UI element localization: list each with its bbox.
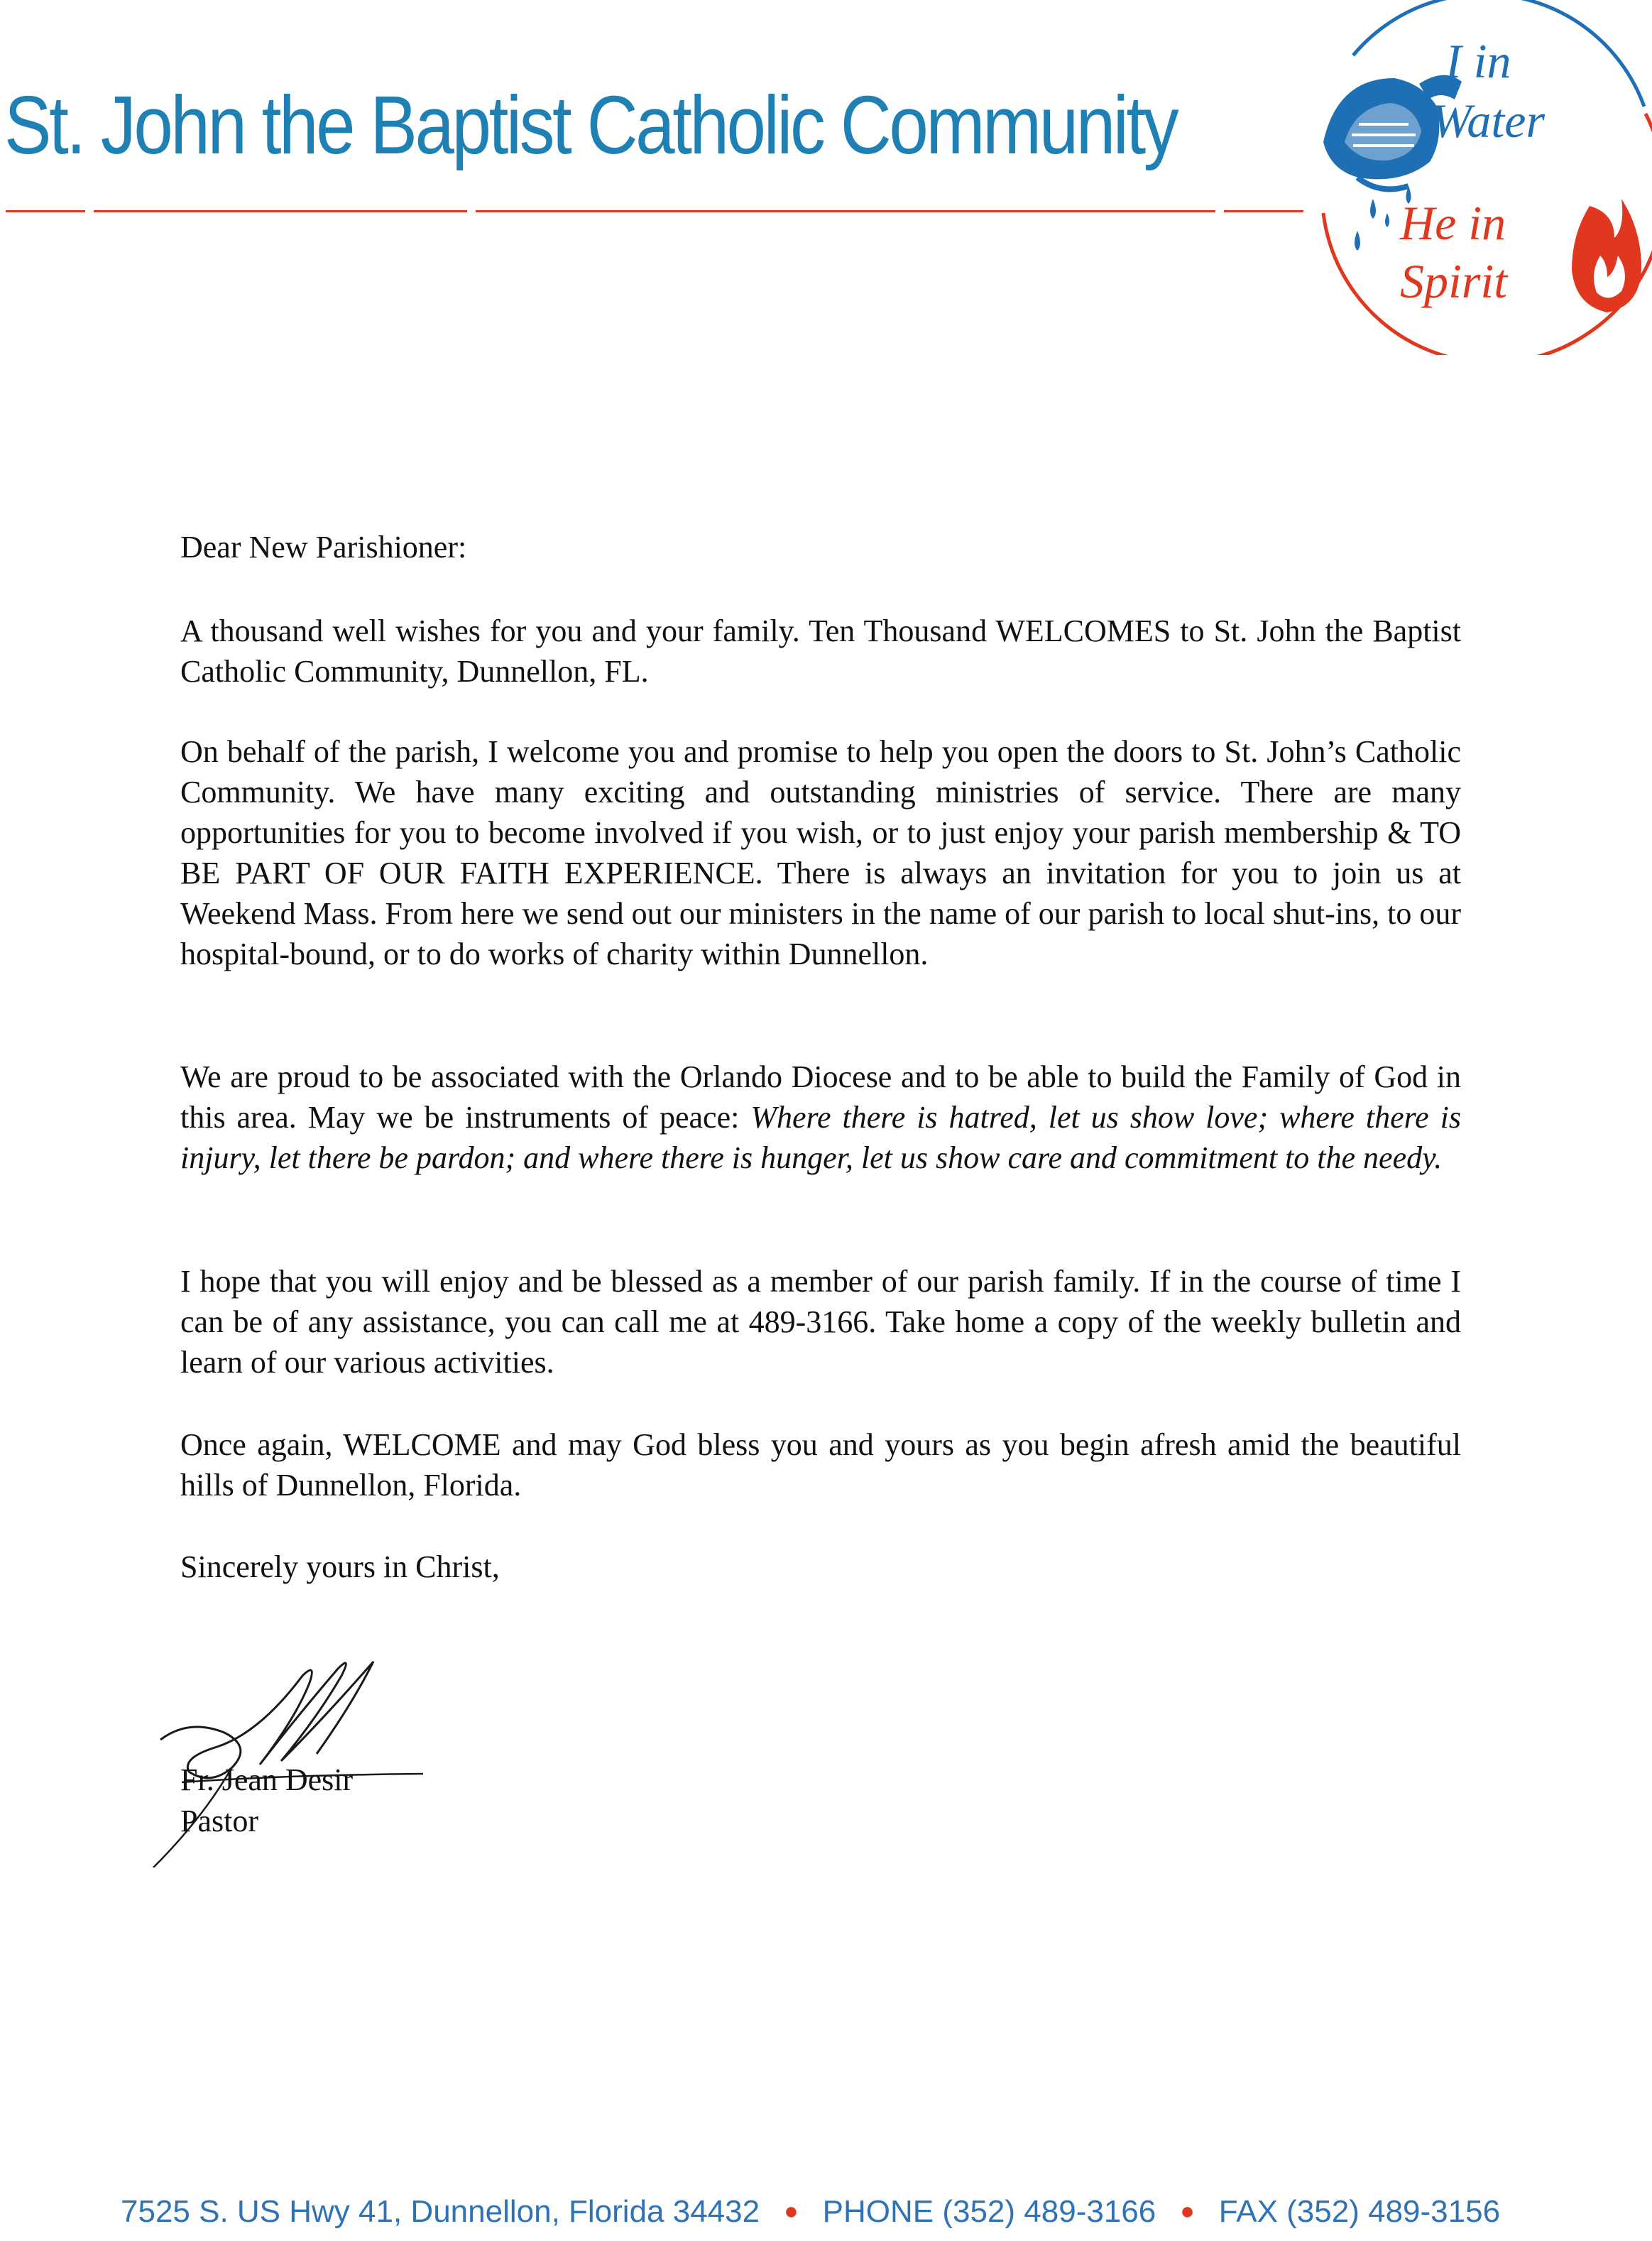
- seal-text-he-in: He in: [1400, 196, 1506, 250]
- parish-seal: [1302, 0, 1652, 355]
- paragraph-blessing: Once again, WELCOME and may God bless you and yours as you begin afresh amid the beautiful hills of Dunnellon, Florida.: [180, 1427, 1461, 1503]
- seal-text-i-in: I in: [1445, 34, 1511, 88]
- paragraph-diocese: [180, 1057, 1461, 1178]
- letterhead-rule: [6, 210, 1303, 212]
- footer-bullet-icon: ●: [1180, 2198, 1195, 2225]
- signer-title: Pastor: [180, 1804, 258, 1838]
- signer-name: Fr. Jean Desir: [180, 1762, 354, 1797]
- paragraph-ministries: On behalf of the parish, I welcome you and promise to help you open the doors to St. John’s Catholic Community. We have many exciting and outstanding ministries of service. There are many opportunities for you to become involved if you wish, or to just enjoy your parish membership & TO BE PART OF OUR FAITH EXPERIENCE. There is always an invitation for you to join us at Weekend Mass. From here we send out our ministers in the name of our parish to local shut-ins, to our hospital-bound, or to do works of charity within Dunnellon.: [180, 734, 1461, 971]
- letterhead-title: St. John the Baptist Catholic Community: [4, 79, 1177, 171]
- closing: Sincerely yours in Christ,: [180, 1549, 500, 1584]
- paragraph-assistance: I hope that you will enjoy and be blessed as a member of our parish family. If in the course of time I can be of any assistance, you can call me at 489-3166. Take home a copy of the weekly bulletin and learn of our various activities.: [180, 1264, 1461, 1380]
- salutation: Dear New Parishioner:: [180, 530, 467, 565]
- seal-text-water: Water: [1431, 94, 1545, 148]
- footer: [121, 2194, 1619, 2230]
- paragraph-welcome: A thousand well wishes for you and your family. Ten Thousand WELCOMES to St. John the Baptist Catholic Community, Dunnellon, FL.: [180, 614, 1461, 689]
- footer-fax: FAX (352) 489-3156: [1218, 2194, 1501, 2229]
- footer-phone: PHONE (352) 489-3166: [822, 2194, 1156, 2229]
- footer-bullet-icon: ●: [784, 2198, 799, 2225]
- paragraph-diocese-text: We are proud to be associated with the Orlando Diocese and to be able to build the Family of God in this area. May we be instruments of peace:: [180, 1059, 1461, 1135]
- seal-text-spirit: Spirit: [1400, 254, 1508, 308]
- footer-address: 7525 S. US Hwy 41, Dunnellon, Florida 34432: [121, 2194, 760, 2229]
- paragraph-diocese-prayer: Where there is hatred, let us show love; where there is injury, let there be pardon; and where there is hunger, let us show care and commitment to the needy.: [180, 1100, 1462, 1175]
- flame-icon: [1572, 199, 1641, 312]
